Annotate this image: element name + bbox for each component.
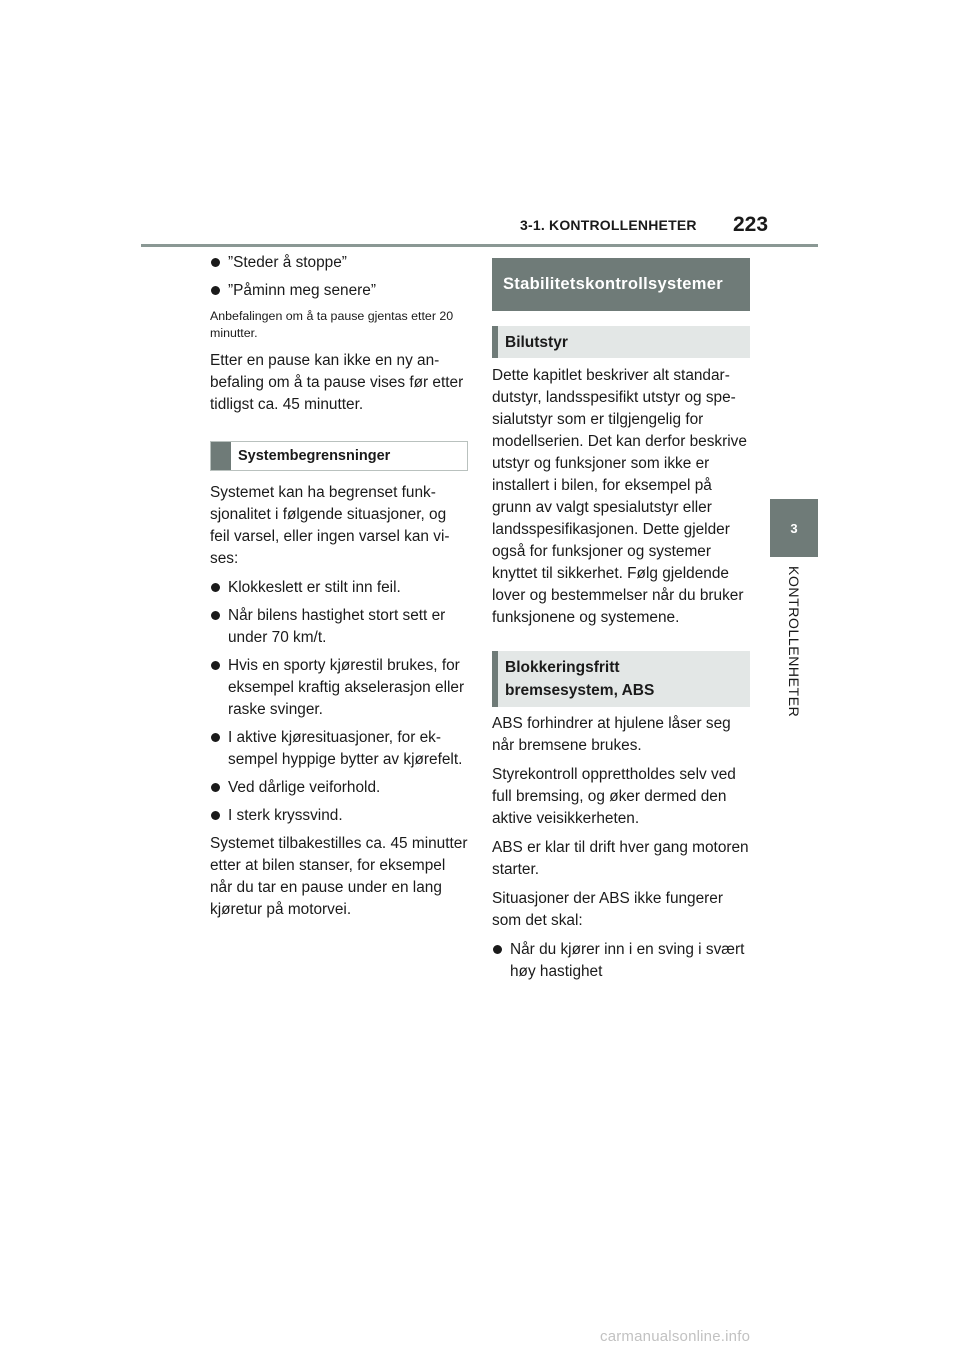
right-column <box>492 258 750 989</box>
list-item: Klokkeslett er stilt inn feil. <box>210 577 468 599</box>
limits-intro: Systemet kan ha begrenset funksjonalitet i følgende situasjoner, og feil varsel, eller ingen varsel kan vises: <box>210 484 450 567</box>
list-item: ”Påminn meg senere” <box>210 280 468 302</box>
abs-heading-text: Blokkeringsfritt bremsesystem, ABS <box>505 659 655 699</box>
abs-heading <box>492 651 750 707</box>
header-divider <box>141 244 818 247</box>
chapter-side-label: KONTROLLENHETER <box>786 566 802 718</box>
pause-paragraph: Etter en pause kan ikke en ny anbefaling om å ta pause vises før etter tidligst ca. 45 minutter. <box>210 352 464 413</box>
abs-list <box>492 939 750 983</box>
list-item: I aktive kjøresituasjoner, for eksempel hyppige bytter av kjørefelt. <box>210 727 468 771</box>
limits-heading <box>210 441 468 471</box>
section-title: 3-1. KONTROLLENHETER <box>520 217 697 233</box>
list-item: I sterk kryssvind. <box>210 805 468 827</box>
equipment-paragraph: Dette kapitlet beskriver alt standardutstyr, landsspesifikt utstyr og spesialutstyr som er tilgjengelig for modellserien. Det kan derfor beskrive utstyr og funksjoner som ikke er installert i bilen, for eksempel på grunn av valgt spesialutstyr eller landsspesifikasjonen. Dette gjelder også for funksjoner og systemer knyttet til sikkerhet. Følg gjeldende lover og bestemmelser når du bruker funksjonene og systemene. <box>492 367 747 626</box>
left-column <box>210 252 468 928</box>
equipment-heading-text: Bilutstyr <box>505 333 568 351</box>
limits-list <box>210 577 468 827</box>
list-item: Når du kjører inn i en sving i svært høy hastighet <box>492 939 750 983</box>
watermark: carmanualsonline.info <box>600 1328 751 1345</box>
reset-paragraph: Systemet tilbakestilles ca. 45 minutter etter at bilen stanser, for eksempel når du tar en pause under en lang kjøretur på motorvei. <box>210 835 468 918</box>
main-heading-text: Stabilitetskontrollsystemer <box>503 275 723 293</box>
equipment-heading <box>492 326 750 358</box>
abs-paragraph-1: ABS forhindrer at hjulene låser seg når bremsene brukes. <box>492 715 731 754</box>
main-heading <box>492 258 750 311</box>
list-item: Når bilens hastighet stort sett er under 70 km/t. <box>210 605 468 649</box>
list-item: Hvis en sporty kjørestil brukes, for eksempel kraftig akselerasjon eller raske svinger. <box>210 655 468 721</box>
chapter-tab <box>770 499 818 557</box>
page-number: 223 <box>733 213 769 236</box>
limits-heading-text: Systembegrensninger <box>238 448 391 464</box>
abs-paragraph-2: Styrekontroll opprettholdes selv ved full bremsing, og øker dermed den aktive veisikkerheten. <box>492 766 736 827</box>
chapter-number: 3 <box>790 520 798 536</box>
abs-paragraph-4: Situasjoner der ABS ikke fungerer som det skal: <box>492 890 723 929</box>
options-list <box>210 252 468 302</box>
abs-paragraph-3: ABS er klar til drift hver gang motoren starter. <box>492 839 749 878</box>
list-item: Ved dårlige veiforhold. <box>210 777 468 799</box>
list-item: ”Steder å stoppe” <box>210 252 468 274</box>
note-text: Anbefalingen om å ta pause gjentas etter 20 minutter. <box>210 309 454 340</box>
heading-bar <box>211 442 231 470</box>
